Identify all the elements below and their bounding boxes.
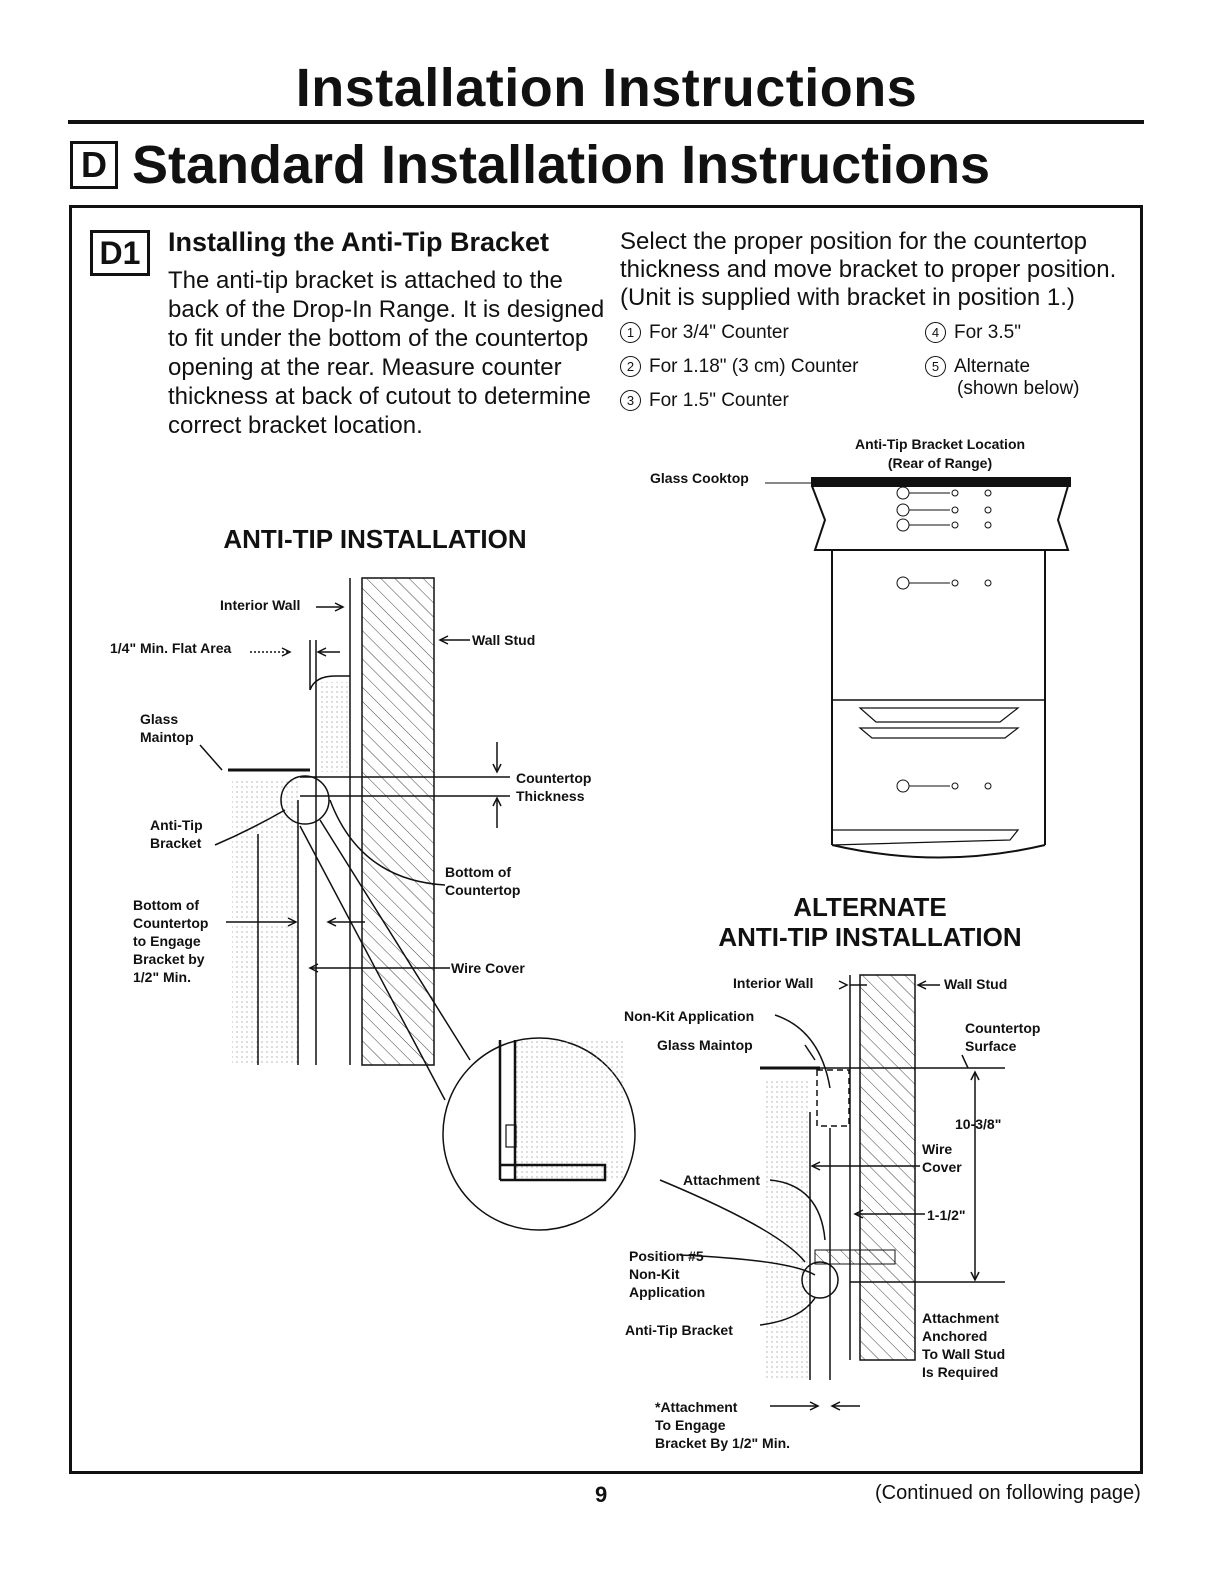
option-4-label: For 3.5": [954, 322, 1021, 343]
alt-engage-label-1: *Attachment: [655, 1399, 738, 1415]
option-5-label: Alternate: [954, 356, 1031, 377]
rear-diagram-title-1: Anti-Tip Bracket Location: [854, 436, 1026, 452]
position-5-label-1: Position #5: [629, 1248, 704, 1264]
position-5-label-2: Non-Kit: [629, 1266, 680, 1282]
alternate-title-2: ANTI-TIP INSTALLATION: [718, 922, 1022, 952]
alt-engage-label-3: Bracket By 1/2" Min.: [655, 1435, 791, 1451]
engage-label-1: Bottom of: [133, 897, 200, 913]
page-title: Installation Instructions: [295, 58, 918, 118]
alt-anti-tip-label: Anti-Tip Bracket: [625, 1322, 733, 1338]
circle-5-icon: 5: [925, 356, 946, 377]
wall-stud-label: Wall Stud: [472, 632, 536, 648]
anchored-label-4: Is Required: [922, 1364, 999, 1380]
min-flat-label: 1/4" Min. Flat Area: [110, 640, 232, 656]
glass-maintop-label-2: Maintop: [140, 729, 194, 745]
alt-glass-maintop-label: Glass Maintop: [657, 1037, 753, 1053]
countertop-surface-label-2: Surface: [965, 1038, 1017, 1054]
page-number: 9: [595, 1482, 608, 1507]
alt-wall-stud-label: Wall Stud: [944, 976, 1008, 992]
step-heading: Installing the Anti-Tip Bracket: [168, 227, 550, 257]
engage-label-2: Countertop: [133, 915, 209, 931]
circle-4-icon: 4: [925, 322, 946, 343]
continued-note: (Continued on following page): [875, 1482, 1141, 1504]
anchored-label-2: Anchored: [922, 1328, 988, 1344]
anchored-label-3: To Wall Stud: [922, 1346, 1006, 1362]
circle-1-icon: 1: [620, 322, 641, 343]
section-d-icon: D: [70, 141, 118, 189]
alt-interior-wall-label: Interior Wall: [733, 975, 814, 991]
engage-label-4: Bracket by: [133, 951, 205, 967]
glass-cooktop-label: Glass Cooktop: [650, 470, 749, 486]
circle-2-icon: 2: [620, 356, 641, 377]
section-title: Standard Installation Instructions: [132, 135, 991, 195]
option-1-label: For 3/4" Counter: [649, 322, 789, 343]
anchored-label-1: Attachment: [922, 1310, 1000, 1326]
anti-tip-bracket-label-2: Bracket: [150, 835, 202, 851]
circle-3-icon: 3: [620, 390, 641, 411]
step-paragraph: The anti-tip bracket is attached to the back of the Drop-In Range. It is designed to fit under the bottom of the countertop opening at the rear. Measure counter thickness at back of cutout to determine correct bracket location.: [168, 267, 605, 439]
engage-label-5: 1/2" Min.: [133, 969, 191, 985]
countertop-surface-label-1: Countertop: [965, 1020, 1041, 1036]
wire-cover-label: Wire Cover: [451, 960, 525, 976]
attachment-label: Attachment: [683, 1172, 761, 1188]
position-5-label-3: Application: [629, 1284, 706, 1300]
glass-maintop-label-1: Glass: [140, 711, 179, 727]
alternate-drawing: [660, 975, 1008, 1410]
option-2-label: For 1.18" (3 cm) Counter: [649, 356, 859, 377]
countertop-thickness-label-1: Countertop: [516, 770, 592, 786]
interior-wall-label: Interior Wall: [220, 597, 301, 613]
option-3-label: For 1.5" Counter: [649, 390, 789, 411]
rear-range-drawing: [765, 478, 1070, 858]
anti-tip-title: ANTI-TIP INSTALLATION: [223, 524, 527, 554]
non-kit-label: Non-Kit Application: [624, 1008, 755, 1024]
dim-1-5-label: 1-1/2": [927, 1207, 966, 1223]
rear-diagram-title-2: (Rear of Range): [887, 455, 993, 471]
step-d1-icon: D1: [90, 230, 150, 276]
countertop-thickness-label-2: Thickness: [516, 788, 585, 804]
alt-wire-label-2: Cover: [922, 1159, 962, 1175]
engage-label-3: to Engage: [133, 933, 201, 949]
bottom-countertop-label-1: Bottom of: [445, 864, 512, 880]
alt-wire-label-1: Wire: [922, 1141, 953, 1157]
bottom-countertop-label-2: Countertop: [445, 882, 521, 898]
position-intro: Select the proper position for the countertop thickness and move bracket to proper position. (Unit is supplied with bracket in position 1.): [620, 228, 1117, 311]
dim-10-label: 10-3/8": [955, 1116, 1002, 1132]
anti-tip-drawing: [200, 578, 635, 1230]
anti-tip-bracket-label-1: Anti-Tip: [150, 817, 203, 833]
option-5-note: (shown below): [957, 378, 1080, 399]
alternate-title-1: ALTERNATE: [793, 892, 947, 922]
alt-engage-label-2: To Engage: [655, 1417, 726, 1433]
